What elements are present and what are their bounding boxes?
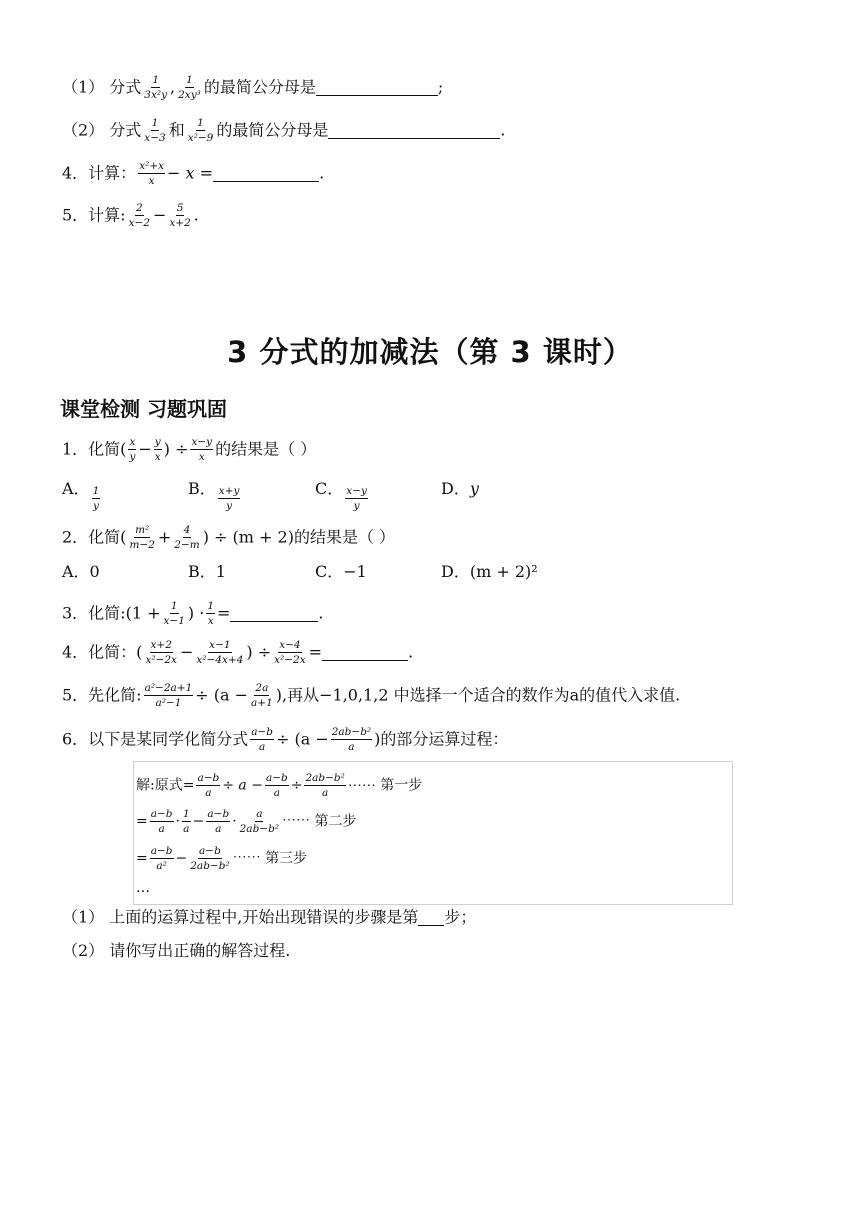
fraction: $\frac{4}{2-m}$ [174,524,200,551]
fraction: $\frac{1}{x}$ [207,600,215,627]
answer-blank[interactable] [230,605,318,622]
option-a[interactable]: A．0 [62,562,100,581]
question-2: 2．化简( $\frac{\text{m²}}{m-2}$ + $\frac{4}{2-m}$ ) ÷ (m + 2)的结果是（ ） [62,524,396,551]
question-6-sub-2: （2） 请你写出正确的解答过程. [62,941,291,960]
fraction: $\frac{y}{x}$ [154,436,161,463]
fraction: $\frac{x}{y}$ [129,436,136,463]
question-3: 3．化简:(1 + $\frac{1}{x-1}$ ) · $\frac{1}{x}$ = . [62,600,324,627]
answer-blank[interactable] [328,122,500,139]
fraction: $\frac{\text{m²}}{m-2}$ [129,524,155,551]
option-d[interactable]: D．y [441,479,479,498]
fraction: $\frac{a-b}{a}$ [251,726,273,753]
option-b[interactable]: B． $\frac{x+y}{y}$ [188,479,240,512]
top-q1-part1: （1） 分式 $\frac{1}{\text{3x²y}}$ , $\frac{1}{\text{2xy³}}$ 的最简公分母是 ; [62,74,444,101]
fraction: $\frac{1}{x-3}$ [144,117,166,144]
fraction: $\frac{x+2}{\text{x²−2x}}$ [145,639,177,666]
fraction: $\frac{5}{x+2}$ [169,202,191,229]
fraction: $\frac{1}{\text{x²−9}}$ [187,117,214,144]
section-heading: 课堂检测 习题巩固 [60,397,227,421]
fraction: $\frac{2}{x-2}$ [128,202,150,229]
work-line-1: 解:原式= $\frac{a-b}{a}$ ÷ a − $\frac{a-b}{a}$ ÷ $\frac{\text{2ab−b²}}{a}$ ⋯⋯ 第一步 [136,772,423,799]
top-q5: 5．计算: $\frac{2}{x-2}$ − $\frac{5}{x+2}$ . [62,202,199,229]
top-q1-part2: （2） 分式 $\frac{1}{x-3}$ 和 $\frac{1}{\text{x²−9}}$ 的最简公分母是 . [62,117,506,144]
fraction: $\frac{x-4}{\text{x²−2x}}$ [274,639,306,666]
option-c[interactable]: C．−1 [315,562,367,581]
answer-blank[interactable] [322,644,408,661]
fraction: $\frac{\text{2ab−b²}}{a}$ [331,726,372,753]
answer-blank[interactable] [418,909,444,926]
fraction: $\frac{1}{\text{3x²y}}$ [144,74,168,101]
fraction: $\frac{\text{x²+x}}{x}$ [139,160,165,187]
option-c[interactable]: C． $\frac{x-y}{y}$ [315,479,367,512]
question-6: 6．以下是某同学化简分式 $\frac{a-b}{a}$ ÷ (a − $\frac{\text{2ab−b²}}{a}$ )的部分运算过程： [62,726,509,753]
fraction: $\frac{1}{x-1}$ [163,600,185,627]
label: （1） 分式 [62,77,142,97]
fraction: $\frac{x-1}{\text{x²−4x+4}}$ [196,639,244,666]
question-4: 4．化简：( $\frac{x+2}{\text{x²−2x}}$ − $\frac{x-1}{\text{x²−4x+4}}$ ) ÷ $\frac{x-4}{\text{x²−2x}}$ = . [62,639,414,666]
student-work-box [133,761,733,905]
work-line-4: … [136,880,150,896]
fraction: $\frac{1}{\text{2xy³}}$ [178,74,201,101]
question-6-sub-1: （1） 上面的运算过程中,开始出现错误的步骤是第 步； [62,907,477,927]
work-line-2: = $\frac{a-b}{a}$ · $\frac{1}{a}$ − $\frac{a-b}{a}$ · $\frac{a}{\text{2ab−b²}}$ ⋯⋯ 第二步 [136,808,357,835]
fraction: $\frac{\text{a²−2a+1}}{\text{a²−1}}$ [144,682,193,709]
top-q4: 4．计算： $\frac{\text{x²+x}}{x}$ − x = . [62,160,325,187]
answer-blank[interactable] [213,165,319,182]
question-5: 5．先化简: $\frac{\text{a²−2a+1}}{\text{a²−1}}$ ÷ (a − $\frac{2a}{a+1}$ ),再从−1,0,1,2 中选择一个适合的数作为a的值代入求值. [62,682,681,709]
question-1: 1．化简( $\frac{x}{y}$ − $\frac{y}{x}$ ) ÷ $\frac{x-y}{x}$ 的结果是（ ） [62,436,317,463]
option-b[interactable]: B．1 [188,562,226,581]
option-a[interactable]: A． $\frac{1}{y}$ [62,479,100,512]
fraction: $\frac{2a}{a+1}$ [251,682,273,709]
work-line-3: = $\frac{a-b}{\text{a²}}$ − $\frac{a-b}{\text{2ab−b²}}$ ⋯⋯ 第三步 [136,845,308,872]
option-d[interactable]: D．(m + 2)² [441,562,538,581]
fraction: $\frac{x-y}{x}$ [191,436,213,463]
answer-blank[interactable] [316,79,438,96]
lesson-title: 3 分式的加减法（第 3 课时） [227,335,633,369]
